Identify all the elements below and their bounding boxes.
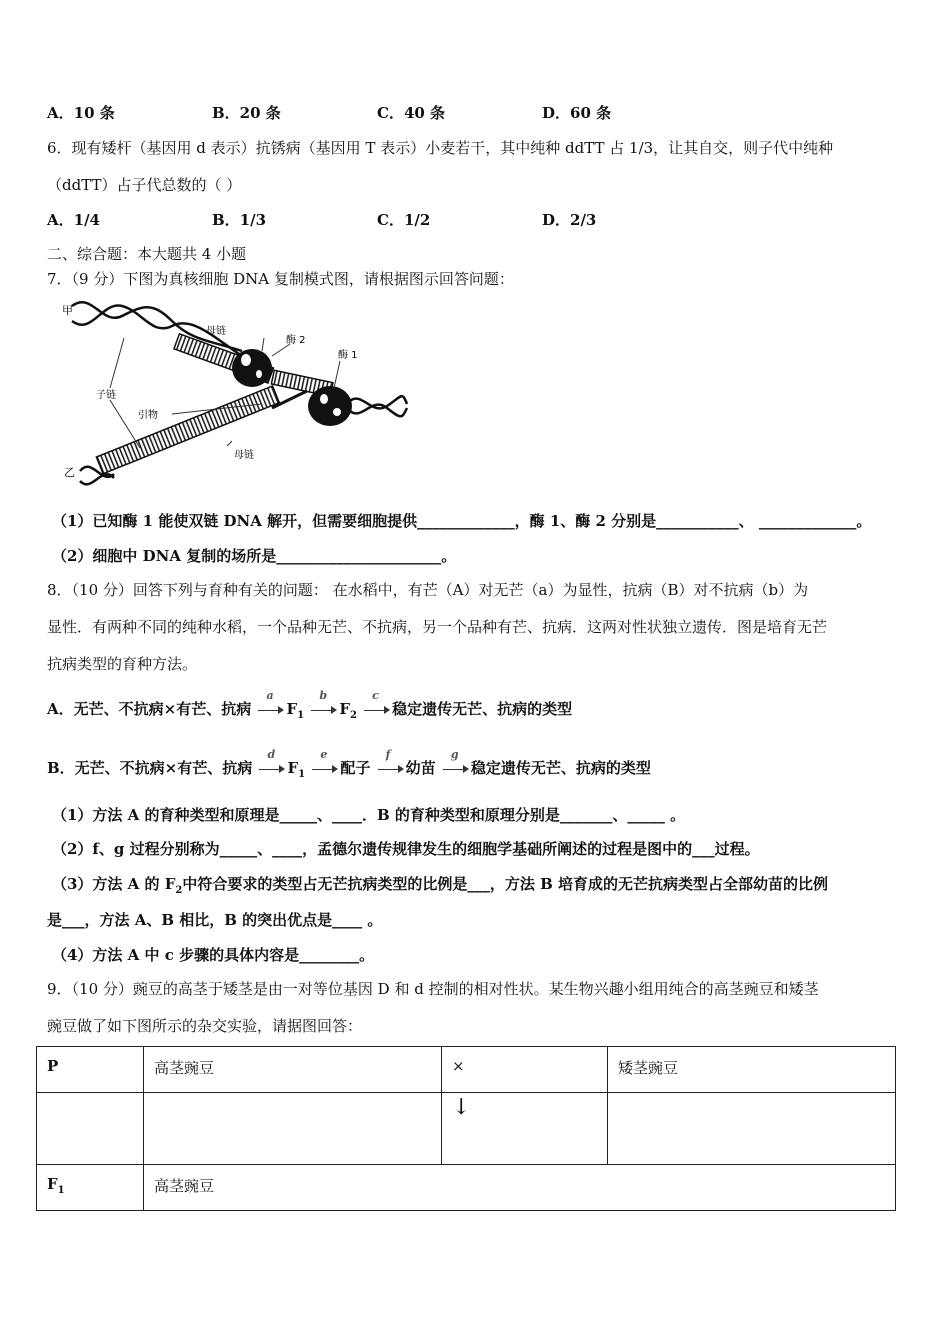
parent-helix-right <box>350 396 407 416</box>
arrow-c-icon: c <box>364 702 390 718</box>
cell-f1-tall-pea: 高茎豌豆 <box>144 1165 896 1211</box>
cross-table <box>36 1046 896 1211</box>
q8-sub3-line2: 是___，方法 A、B 相比，B 的突出优点是____ 。 <box>47 911 383 929</box>
q6-option-d: D．2/3 <box>542 211 597 229</box>
q6-option-a: A．1/4 <box>47 211 100 229</box>
label-yi: 乙 <box>64 466 75 479</box>
label-jia: 甲 <box>62 304 73 317</box>
q9-stem-line2: 豌豆做了如下图所示的杂交实验，请据图回答： <box>47 1017 363 1035</box>
arrow-b-icon: b <box>311 702 337 718</box>
q7-sub1: （1）已知酶 1 能使双链 DNA 解开，但需要细胞提供_____________，酶 1、酶 2 分别是___________、 _____________。 <box>52 512 872 530</box>
arrow-g-icon: g <box>443 761 469 777</box>
label-daughter: 子链 <box>96 390 116 401</box>
section2-title: 二、综合题：本大题共 4 小题 <box>47 245 247 263</box>
arrow-a-icon: a <box>258 702 284 718</box>
q8-sub1: （1）方法 A 的育种类型和原理是_____、____．B 的育种类型和原理分别是_______、_____ 。 <box>52 806 686 824</box>
q8-sub3-line1: （3）方法 A 的 $F_2$中符合要求的类型占无芒抗病类型的比例是___，方法 B 培育成的无芒抗病类型占全部幼苗的比例 <box>52 875 829 896</box>
q5-option-b: B．20 条 <box>212 104 281 122</box>
q5-option-d: D．60 条 <box>542 104 612 122</box>
cell-empty-2 <box>144 1093 442 1165</box>
label-enzyme-2: 酶 2 <box>286 335 306 346</box>
q7-sub2: （2）细胞中 DNA 复制的场所是______________________。 <box>52 547 457 565</box>
cell-tall-pea: 高茎豌豆 <box>144 1047 442 1093</box>
down-arrow-icon: ↓ <box>442 1093 608 1165</box>
q5-option-a: A．10 条 <box>47 104 115 122</box>
q6-option-b: B．1/3 <box>212 211 267 229</box>
label-enzyme-1: 酶 1 <box>338 350 358 361</box>
q5-option-c: C．40 条 <box>377 104 446 122</box>
dna-replication-figure <box>62 296 412 496</box>
q8-stem-line2: 显性．有两种不同的纯种水稻，一个品种无芒、不抗病，另一个品种有芒、抗病．这两对性状独立遗传．图是培育无芒 <box>47 618 828 636</box>
label-parent-bottom: 母链 <box>234 450 254 461</box>
cell-empty-3 <box>608 1093 896 1165</box>
cell-cross-sign: × <box>442 1047 608 1093</box>
arrow-e-icon: e <box>312 761 338 777</box>
q8-sub4: （4）方法 A 中 c 步骤的具体内容是________。 <box>52 946 375 964</box>
q6-stem-line1: 6．现有矮杆（基因用 d 表示）抗锈病（基因用 T 表示）小麦若干，其中纯种 ddTT 占 1/3，让其自交，则子代中纯种 <box>47 139 834 157</box>
cell-p: P <box>37 1047 144 1093</box>
q8-stem-line3: 抗病类型的育种方法。 <box>47 655 198 673</box>
q8-method-a: A．无芒、不抗病×有芒、抗病 a $F_1$ b $F_2$ c 稳定遗传无芒、抗病的类型 <box>47 689 573 721</box>
enzyme-2 <box>232 349 272 387</box>
arrow-f-icon: f <box>378 761 404 777</box>
q6-option-c: C．1/2 <box>377 211 431 229</box>
label-primer: 引物 <box>138 410 158 421</box>
enzyme-1 <box>308 386 352 426</box>
q8-method-b: B．无芒、不抗病×有芒、抗病 d $F_1$ e 配子 f 幼苗 g 稳定遗传无芒、抗病的类型 <box>47 748 651 780</box>
cell-f1: $F_1$ <box>37 1165 144 1211</box>
q9-stem-line1: 9．（10 分）豌豆的高茎于矮茎是由一对等位基因 D 和 d 控制的相对性状。某生物兴趣小组用纯合的高茎豌豆和矮茎 <box>47 980 819 998</box>
label-parent-top: 母链 <box>206 326 226 337</box>
arrow-d-icon: d <box>259 761 285 777</box>
q6-stem-line2: （ddTT）占子代总数的（ ） <box>47 176 242 194</box>
q8-sub2: （2）f、g 过程分别称为_____、____，孟德尔遗传规律发生的细胞学基础所阐述的过程是图中的___过程。 <box>52 840 760 858</box>
q7-stem: 7．（9 分）下图为真核细胞 DNA 复制模式图，请根据图示回答问题： <box>47 270 514 288</box>
q8-stem-line1: 8．（10 分）回答下列与育种有关的问题： 在水稻中，有芒（A）对无芒（a）为显性，抗病（B）对不抗病（b）为 <box>47 581 809 599</box>
cell-empty-1 <box>37 1093 144 1165</box>
cell-short-pea: 矮茎豌豆 <box>608 1047 896 1093</box>
